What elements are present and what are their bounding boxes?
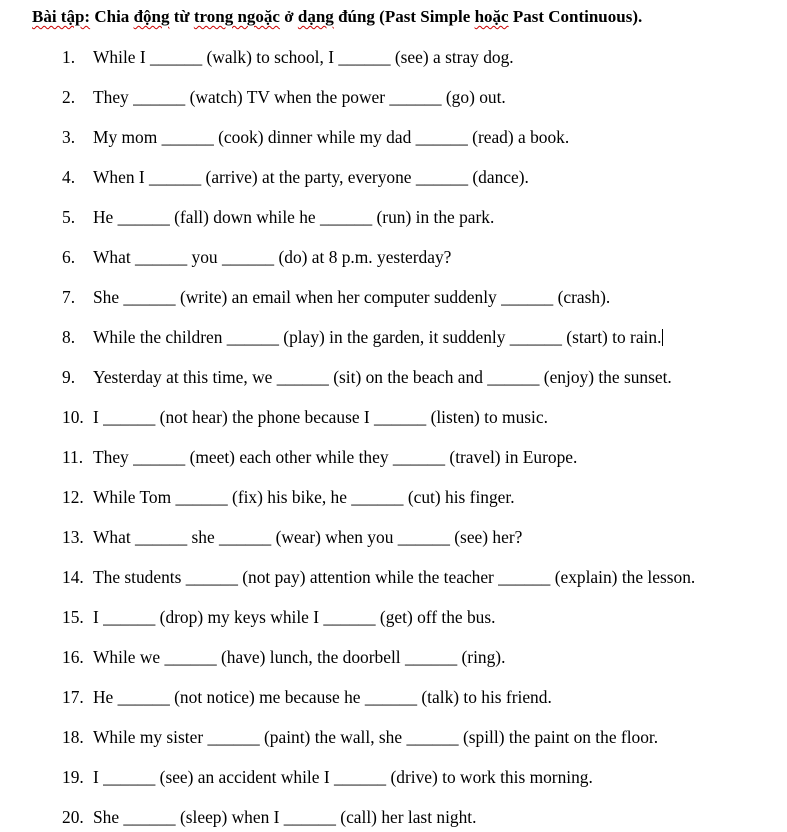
exercise-number: 12. [62,487,84,507]
exercise-number: 11. [62,447,84,467]
exercise-number: 16. [62,647,84,667]
exercise-text[interactable]: I ______ (drop) my keys while I ______ (get) off the bus. [93,607,496,627]
title-part: Chia [90,7,134,26]
exercise-number: 3. [62,127,76,147]
exercise-text[interactable]: He ______ (fall) down while he ______ (run) in the park. [93,207,495,227]
exercise-text[interactable]: They ______ (meet) each other while they ______ (travel) in Europe. [93,447,578,467]
title-word-dong: động [133,7,170,26]
exercise-number: 15. [62,607,84,627]
title-phrase-trong-ngoac: trong ngoặc [193,7,280,26]
exercise-number: 4. [62,167,76,187]
exercise-text[interactable]: She ______ (sleep) when I ______ (call) her last night. [93,807,477,827]
exercise-text[interactable]: When I ______ (arrive) at the party, everyone ______ (dance). [93,167,529,187]
exercise-text[interactable]: They ______ (watch) TV when the power ______ (go) out. [93,87,506,107]
title-prefix: Bài tập: [32,7,91,26]
exercise-number: 2. [62,87,76,107]
exercise-text[interactable]: My mom ______ (cook) dinner while my dad ______ (read) a book. [93,127,570,147]
exercise-text[interactable]: The students ______ (not pay) attention while the teacher ______ (explain) the lesson. [93,567,696,587]
title-part: ở [279,7,298,26]
exercise-text[interactable]: While my sister ______ (paint) the wall, she ______ (spill) the paint on the floor. [93,727,659,747]
worksheet-title [32,7,642,27]
exercise-text[interactable]: While we ______ (have) lunch, the doorbell ______ (ring). [93,647,506,667]
exercise-number: 20. [62,807,84,827]
text-cursor [662,329,663,346]
exercise-text[interactable]: While I ______ (walk) to school, I ______ (see) a stray dog. [93,47,514,67]
exercise-text[interactable]: What ______ she ______ (wear) when you ______ (see) her? [93,527,523,547]
exercise-number: 13. [62,527,84,547]
exercise-number: 10. [62,407,84,427]
title-suffix: Past Continuous). [508,7,643,26]
exercise-text[interactable]: Yesterday at this time, we ______ (sit) on the beach and ______ (enjoy) the sunset. [93,367,672,387]
exercise-text[interactable]: What ______ you ______ (do) at 8 p.m. yesterday? [93,247,452,267]
title-word-hoac: hoặc [474,7,509,26]
exercise-text[interactable]: I ______ (not hear) the phone because I ______ (listen) to music. [93,407,548,427]
exercise-text[interactable]: I ______ (see) an accident while I ______ (drive) to work this morning. [93,767,593,787]
exercise-number: 8. [62,327,76,347]
exercise-text[interactable]: While the children ______ (play) in the garden, it suddenly ______ (start) to rain. [93,327,662,347]
title-word-dang: dạng [297,7,334,26]
title-part: đúng (Past Simple [333,7,475,26]
title-part: từ [169,7,194,26]
exercise-text[interactable]: She ______ (write) an email when her computer suddenly ______ (crash). [93,287,611,307]
exercise-text[interactable]: While Tom ______ (fix) his bike, he ______ (cut) his finger. [93,487,515,507]
exercise-number: 19. [62,767,84,787]
exercise-number: 1. [62,47,76,67]
exercise-number: 14. [62,567,84,587]
exercise-text[interactable]: He ______ (not notice) me because he ______ (talk) to his friend. [93,687,552,707]
exercise-number: 9. [62,367,76,387]
exercise-number: 7. [62,287,76,307]
exercise-number: 17. [62,687,84,707]
exercise-number: 18. [62,727,84,747]
exercise-number: 5. [62,207,76,227]
exercise-number: 6. [62,247,76,267]
